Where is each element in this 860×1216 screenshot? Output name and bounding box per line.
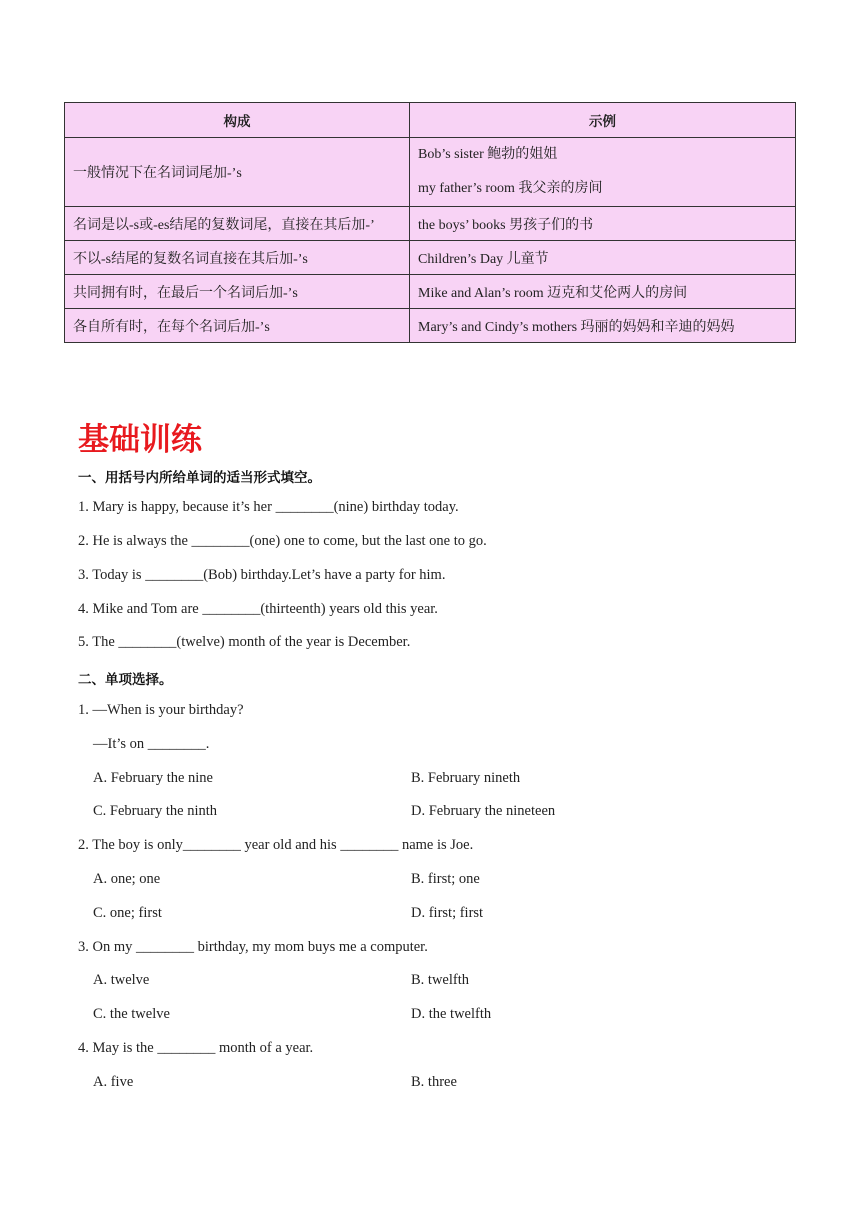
table-row bbox=[65, 138, 796, 207]
part2-title: 二、单项选择。 bbox=[78, 672, 173, 688]
section-heading: 基础训练 bbox=[78, 422, 202, 458]
table-row bbox=[65, 275, 796, 309]
rule-cell: 不以-s结尾的复数名词直接在其后加-’s bbox=[65, 241, 410, 275]
example-line: my father’s room 我父亲的房间 bbox=[418, 181, 603, 196]
example-line: Bob’s sister 鲍勃的姐姐 bbox=[418, 147, 558, 162]
option-d: D. the twelfth bbox=[411, 1006, 492, 1022]
option-a: A. one; one bbox=[93, 871, 161, 887]
fill-blank-item: 2. He is always the ________(one) one to come, but the last one to go. bbox=[78, 533, 487, 549]
rule-cell: 名词是以-s或-es结尾的复数词尾，直接在其后加-’ bbox=[65, 207, 410, 241]
question-stem: 1. —When is your birthday? bbox=[78, 702, 244, 718]
example-cell: the boys’ books 男孩子们的书 bbox=[410, 207, 796, 241]
example-cell: Mike and Alan’s room 迈克和艾伦两人的房间 bbox=[410, 275, 796, 309]
option-a: A. five bbox=[93, 1074, 134, 1090]
option-a: A. twelve bbox=[93, 972, 150, 988]
rule-cell: 一般情况下在名词词尾加-’s bbox=[65, 138, 410, 207]
option-b: B. twelfth bbox=[411, 972, 469, 988]
option-d: D. February the nineteen bbox=[411, 803, 556, 819]
option-b: B. three bbox=[411, 1074, 457, 1090]
table-row bbox=[65, 241, 796, 275]
part1-title: 一、用括号内所给单词的适当形式填空。 bbox=[78, 470, 321, 486]
rule-cell: 各自所有时，在每个名词后加-’s bbox=[65, 309, 410, 343]
option-c: C. one; first bbox=[93, 905, 162, 921]
fill-blank-item: 5. The ________(twelve) month of the year is December. bbox=[78, 634, 411, 650]
example-cell: Children’s Day 儿童节 bbox=[410, 241, 796, 275]
rule-cell: 共同拥有时，在最后一个名词后加-’s bbox=[65, 275, 410, 309]
question-stem: 3. On my ________ birthday, my mom buys me a computer. bbox=[78, 939, 428, 955]
example-cell bbox=[410, 138, 796, 207]
fill-blank-item: 3. Today is ________(Bob) birthday.Let’s have a party for him. bbox=[78, 567, 446, 583]
option-b: B. first; one bbox=[411, 871, 480, 887]
fill-blank-item: 4. Mike and Tom are ________(thirteenth) years old this year. bbox=[78, 601, 438, 617]
question-stem: 4. May is the ________ month of a year. bbox=[78, 1040, 314, 1056]
fill-blank-item: 1. Mary is happy, because it’s her ________(nine) birthday today. bbox=[78, 499, 459, 515]
table-header-row bbox=[65, 103, 796, 138]
header-structure: 构成 bbox=[65, 103, 410, 138]
option-c: C. February the ninth bbox=[93, 803, 218, 819]
example-cell: Mary’s and Cindy’s mothers 玛丽的妈妈和辛迪的妈妈 bbox=[410, 309, 796, 343]
possessive-rules-table bbox=[64, 102, 796, 343]
question-stem-answer: —It’s on ________. bbox=[93, 736, 210, 752]
question-stem: 2. The boy is only________ year old and his ________ name is Joe. bbox=[78, 837, 474, 853]
table-row bbox=[65, 207, 796, 241]
option-b: B. February nineth bbox=[411, 770, 521, 786]
option-d: D. first; first bbox=[411, 905, 484, 921]
header-example: 示例 bbox=[410, 103, 796, 138]
table-row bbox=[65, 309, 796, 343]
option-a: A. February the nine bbox=[93, 770, 213, 786]
option-c: C. the twelve bbox=[93, 1006, 170, 1022]
